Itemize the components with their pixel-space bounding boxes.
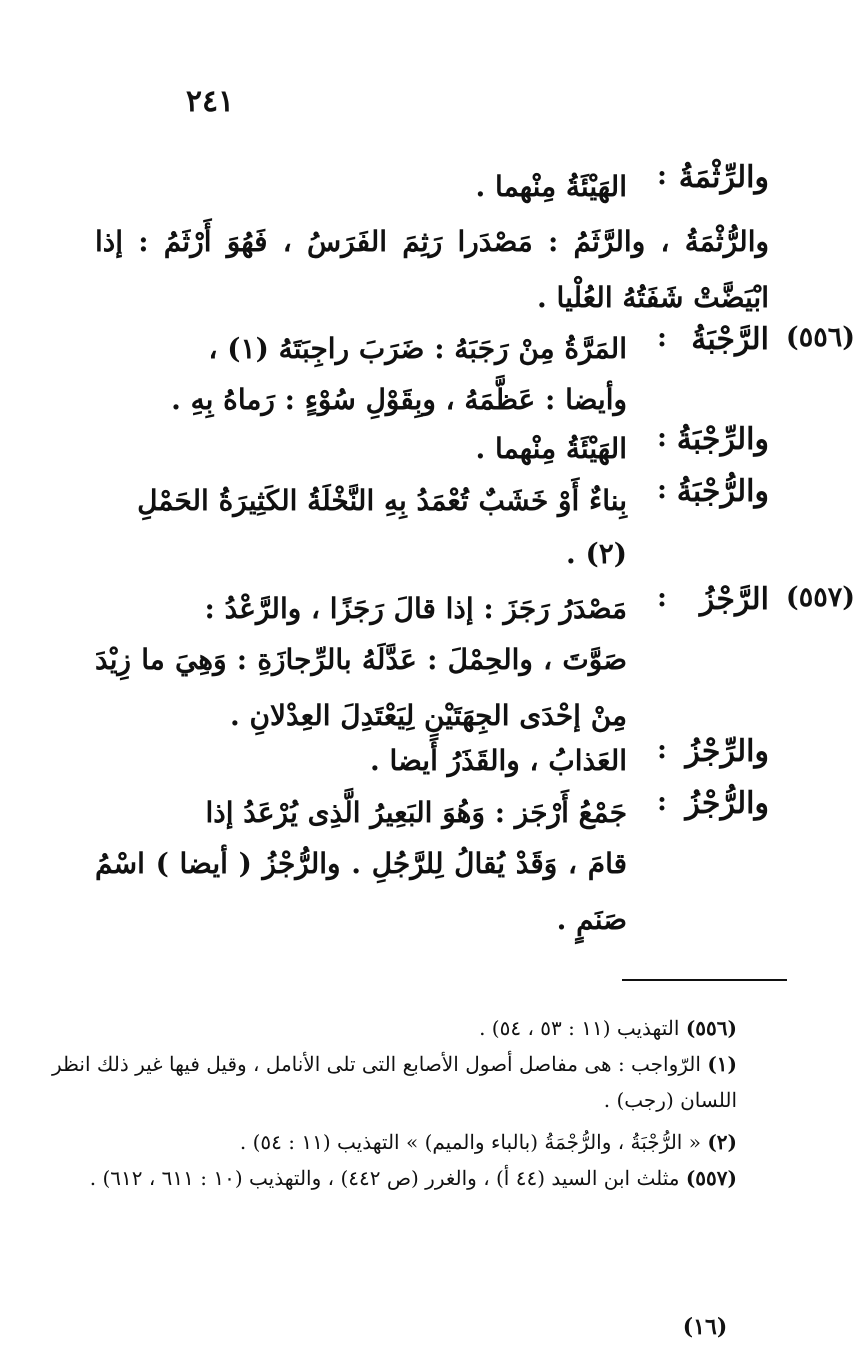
entry-separator: :: [657, 322, 667, 353]
entry-continuation: قامَ ، وَقَدْ يُقالُ لِلرَّجُلِ . والرُّجْزُ ( أيضا ) اسْمُ صَنَمٍ .: [95, 847, 627, 936]
entry-definition: الهَيْئَةُ مِنْهما .: [475, 170, 627, 203]
entry-separator: :: [657, 160, 667, 191]
footnote-number: (١): [707, 1052, 737, 1076]
entry-headword: والرُّجْزُ: [685, 786, 769, 821]
footnote-divider: [622, 979, 787, 981]
entry-headword: الرَّجْزُ: [699, 582, 769, 617]
entry-definition: العَذابُ ، والقَذَرُ أَيضا .: [369, 744, 627, 777]
entry-definition: الهَيْئَةُ مِنْهما .: [475, 432, 627, 465]
footnote-number: (٥٥٦): [685, 1016, 737, 1040]
entry-continuation: وأيضا : عَظَّمَهُ ، وبِقَوْلِ سُوْءٍ : رَماهُ بِهِ .: [171, 383, 627, 416]
entry-headword: والرُّثْمَةُ: [684, 225, 770, 258]
entry-definition: [95, 214, 769, 326]
entry-separator: :: [657, 786, 667, 817]
footnote: [115, 1124, 737, 1160]
entry-separator: :: [657, 422, 667, 453]
page-number: ٢٤١: [185, 84, 235, 119]
footnote-text: التهذيب (١١ : ٥٣ ، ٥٤) .: [479, 1016, 680, 1040]
footnote-text: « الرُّجْبَةُ ، والرُّجْمَةُ (بالباء والميم) » التهذيب (١١ : ٥٤) .: [239, 1130, 701, 1154]
footnote: [40, 1046, 737, 1118]
footnote: [115, 1010, 737, 1046]
entry-headword: والرُّجْبَةُ: [676, 474, 769, 509]
entry-definition-text: ، والرَّثَمُ : مَصْدَرا رَثِمَ الفَرَسُ ، فَهُوَ أَرْثَمُ : إذا ابْيَضَّتْ شَفَتُهُ العُلْيا .: [95, 225, 769, 314]
entry-definition: بِناءٌ أَوْ خَشَبٌ تُعْمَدُ بِهِ النَّخْلَةُ الكَثِيرَةُ الحَمْلِ (٢) .: [137, 484, 627, 570]
entry-separator: :: [657, 734, 667, 765]
entry-separator: :: [657, 474, 667, 505]
footnote-text: الرّواجب : هى مفاصل أصول الأصابع التى تلى الأنامل ، وقيل فيها غير ذلك انظر اللسان (رجب) .: [51, 1052, 737, 1112]
entry-headword: الرَّجْبَةُ: [691, 322, 769, 357]
entry-definition: جَمْعُ أَرْجَز : وَهُوَ البَعِيرُ الَّذِى يُرْعَدُ إذا: [205, 796, 627, 829]
entry-definition: مَصْدَرُ رَجَزَ : إذا قالَ رَجَزًا ، والرَّعْدُ :: [204, 592, 627, 625]
signature-mark: (١٦): [682, 1314, 728, 1340]
entry-continuation: صَوَّتَ ، والحِمْلَ : عَدَّلَهُ بالرِّجازَةِ : وَهِيَ ما زِيْدَ مِنْ إحْدَى الجِهَتَيْنِ لِيَعْتَدِلَ العِدْلانِ .: [95, 643, 627, 732]
entry-headword: والرِّجْزُ: [685, 734, 769, 769]
entry-headword: والرِّثْمَةُ: [678, 160, 769, 195]
entry-separator: :: [657, 582, 667, 613]
footnote-text: مثلث ابن السيد (٤٤ أ) ، والغرر (ص ٤٤٢) ، والتهذيب (١٠ : ٦١١ ، ٦١٢) .: [89, 1166, 680, 1190]
footnote: [40, 1160, 737, 1196]
entry-number: (٥٥٦): [785, 322, 855, 353]
entry-number: (٥٥٧): [785, 582, 855, 613]
footnote-number: (٥٥٧): [685, 1166, 737, 1190]
entry-definition: المَرَّةُ مِنْ رَجَبَهُ : ضَرَبَ راجِبَتَهُ (١) ،: [208, 332, 627, 365]
entry-headword: والرِّجْبَةُ: [676, 422, 769, 457]
footnote-number: (٢): [707, 1130, 737, 1154]
